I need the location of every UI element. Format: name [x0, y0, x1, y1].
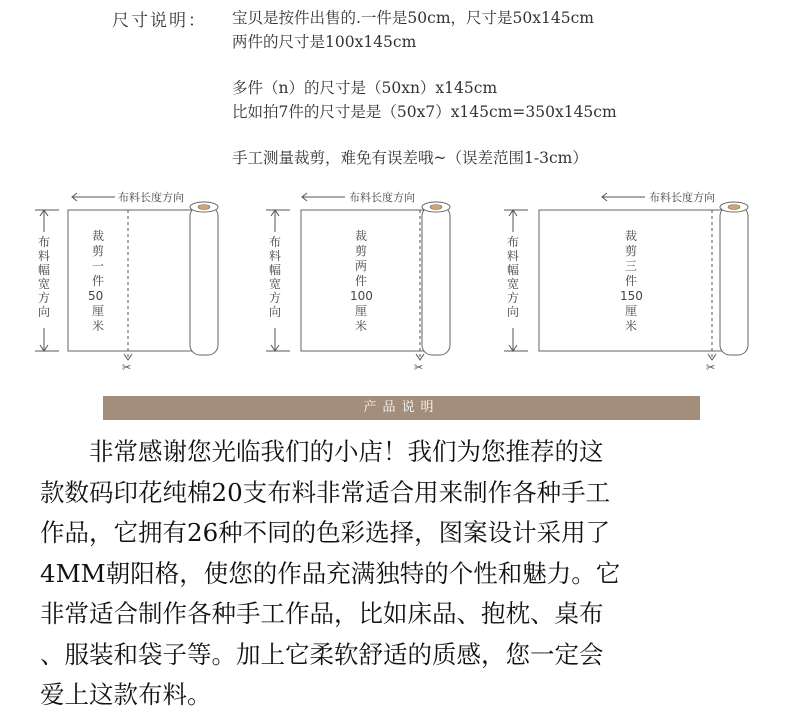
cut-diagrams — [0, 182, 790, 377]
width-label: 布料幅宽方向 — [38, 235, 51, 319]
size-line-gap — [232, 54, 617, 76]
size-line: 两件的尺寸是100x145cm — [232, 33, 417, 51]
length-label: 布料长度方向 — [118, 191, 184, 204]
fabric-sheet — [68, 210, 196, 351]
size-title: 尺寸说明： — [112, 11, 207, 31]
cut-diagram-2 — [266, 190, 450, 374]
roll-core-icon — [430, 205, 442, 210]
description-line: 4MM朝阳格，使您的作品充满独特的个性和魅力。它 — [40, 558, 621, 588]
size-line: 宝贝是按件出售的.一件是50cm，尺寸是50x145cm — [232, 9, 594, 27]
description-line: 爱上这款布料。 — [40, 680, 212, 709]
product-info-banner: 产品说明 — [103, 396, 700, 420]
cut-diagram-1 — [35, 190, 218, 374]
description-line: 款数码印花纯棉20支布料非常适合用来制作各种手工 — [40, 477, 611, 507]
width-label: 布料幅宽方向 — [269, 235, 282, 319]
roll-core-icon — [198, 205, 210, 210]
product-description — [40, 432, 760, 716]
fabric-roll — [720, 206, 748, 355]
width-label: 布料幅宽方向 — [507, 235, 520, 319]
roll-core-icon — [728, 205, 740, 210]
cut-diagrams-svg — [0, 182, 790, 377]
scissors-icon: ✂ — [414, 361, 424, 374]
description-line: 作品，它拥有26种不同的色彩选择，图案设计采用了 — [40, 518, 611, 547]
length-label: 布料长度方向 — [649, 191, 715, 204]
length-label: 布料长度方向 — [349, 191, 415, 204]
size-line-gap — [232, 124, 617, 146]
fabric-roll — [190, 206, 218, 355]
scissors-icon: ✂ — [706, 361, 716, 374]
size-lines — [232, 6, 617, 170]
size-line: 多件（n）的尺寸是（50xn）x145cm — [232, 79, 498, 97]
description-line: 非常适合制作各种手工作品，比如床品、抱枕、桌布 — [40, 599, 604, 628]
cut-label-2: 裁剪两件 100 厘米 — [350, 229, 373, 333]
cut-label-3: 裁剪三件 150 厘米 — [620, 229, 643, 333]
size-section — [0, 0, 790, 180]
cut-diagram-3 — [504, 190, 748, 374]
scissors-icon: ✂ — [122, 361, 132, 374]
description-line: 、服装和袋子等。加上它柔软舒适的质感，您一定会 — [40, 639, 604, 669]
cut-label-1: 裁剪一件 50 厘米 — [88, 229, 105, 333]
size-line: 手工测量裁剪，难免有误差哦~（误差范围1-3cm） — [232, 149, 588, 167]
description-line: 非常感谢您光临我们的小店！我们为您推荐的这 — [40, 437, 604, 466]
fabric-roll — [422, 206, 450, 355]
size-line: 比如拍7件的尺寸是是（50x7）x145cm=350x145cm — [232, 103, 617, 121]
